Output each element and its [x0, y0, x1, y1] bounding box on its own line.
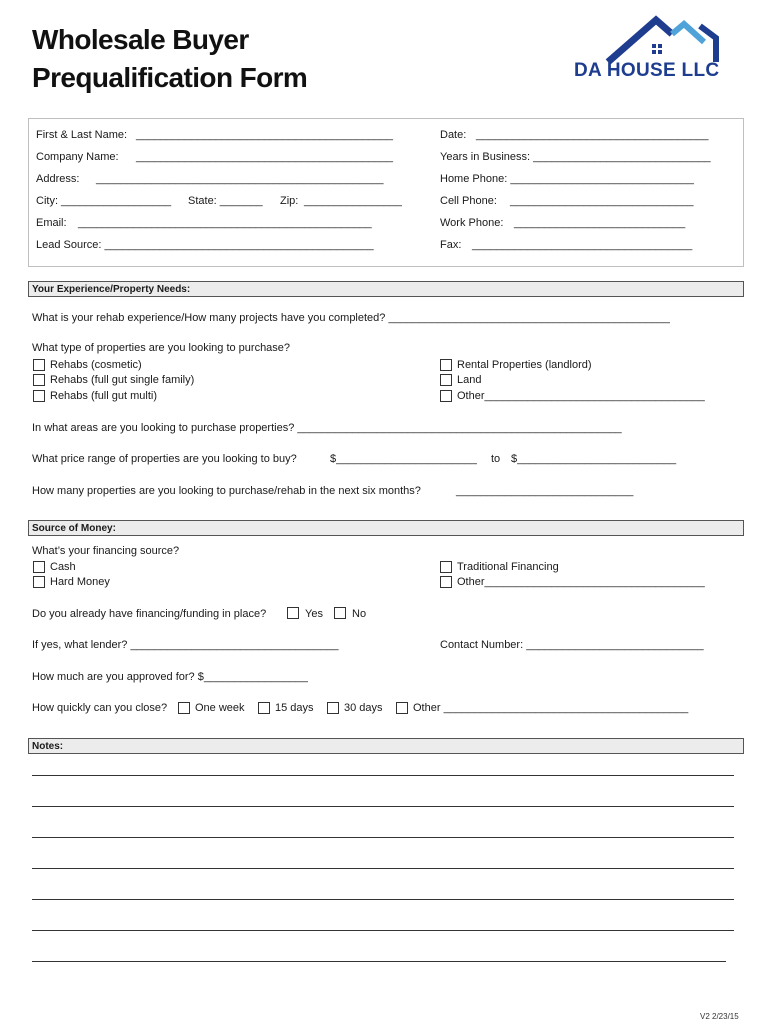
form-title-line-1: Wholesale Buyer	[32, 24, 249, 55]
financing-source-question: What’s your financing source?	[32, 545, 180, 557]
traditional-financing-label: Traditional Financing	[457, 561, 559, 573]
city-field[interactable]: City: __________________	[36, 195, 172, 207]
state-field[interactable]: State: _______	[188, 195, 263, 207]
how-many-properties-question: How many properties are you looking to purchase/rehab in the next six months?	[32, 485, 421, 497]
rehab-full-multi-label: Rehabs (full gut multi)	[50, 390, 157, 402]
cell-phone-label: Cell Phone:	[440, 195, 497, 207]
cell-phone-field[interactable]: ______________________________	[510, 195, 694, 207]
property-other-field[interactable]: Other____________________________________	[457, 390, 705, 402]
close-15-days-checkbox[interactable]	[258, 702, 270, 714]
approved-amount-field[interactable]: How much are you approved for? $_________________	[32, 671, 308, 683]
work-phone-label: Work Phone:	[440, 217, 504, 229]
close-speed-question: How quickly can you close?	[32, 702, 168, 714]
rehab-full-single-label: Rehabs (full gut single family)	[50, 374, 195, 386]
price-from-field[interactable]: $_______________________	[330, 453, 477, 465]
fax-label: Fax:	[440, 239, 462, 251]
hard-money-checkbox[interactable]	[33, 576, 45, 588]
notes-line[interactable]	[32, 899, 734, 900]
purchase-areas-question[interactable]: In what areas are you looking to purchase properties? _____________________________________________________	[32, 422, 622, 434]
form-version: V2 2/23/15	[700, 1012, 739, 1021]
home-phone-field[interactable]: Home Phone: ______________________________	[440, 173, 694, 185]
notes-line[interactable]	[32, 961, 726, 962]
notes-line[interactable]	[32, 837, 734, 838]
company-name-label: Company Name:	[36, 151, 119, 163]
rehab-cosmetic-label: Rehabs (cosmetic)	[50, 359, 142, 371]
years-in-business-field[interactable]: Years in Business: _____________________________	[440, 151, 711, 163]
zip-label: Zip:	[280, 195, 299, 207]
rehab-cosmetic-checkbox[interactable]	[33, 359, 45, 371]
rental-properties-checkbox[interactable]	[440, 359, 452, 371]
close-one-week-label: One week	[195, 702, 245, 714]
lead-source-field[interactable]: Lead Source: ____________________________________________	[36, 239, 374, 251]
company-logo-text: DA HOUSE LLC	[574, 60, 720, 81]
financing-other-checkbox[interactable]	[440, 576, 452, 588]
land-checkbox[interactable]	[440, 374, 452, 386]
fax-field[interactable]: ____________________________________	[472, 239, 693, 251]
notes-section-header: Notes:	[28, 738, 744, 754]
date-label: Date:	[440, 129, 467, 141]
zip-field[interactable]: ________________	[304, 195, 402, 207]
close-other-checkbox[interactable]	[396, 702, 408, 714]
funding-in-place-question: Do you already have financing/funding in place?	[32, 608, 267, 620]
close-30-days-label: 30 days	[344, 702, 383, 714]
lender-field[interactable]: If yes, what lender? __________________________________	[32, 639, 339, 651]
address-label: Address:	[36, 173, 80, 185]
email-field[interactable]: ________________________________________________	[78, 217, 372, 229]
financing-other-field[interactable]: Other____________________________________	[457, 576, 705, 588]
hard-money-label: Hard Money	[50, 576, 110, 588]
contact-number-field[interactable]: Contact Number: _____________________________	[440, 639, 704, 651]
how-many-properties-field[interactable]: _____________________________	[456, 485, 634, 497]
price-to-label: to	[491, 453, 501, 465]
address-field[interactable]: _______________________________________________	[96, 173, 384, 185]
property-other-checkbox[interactable]	[440, 390, 452, 402]
traditional-financing-checkbox[interactable]	[440, 561, 452, 573]
cash-checkbox[interactable]	[33, 561, 45, 573]
close-other-field[interactable]: Other ________________________________________	[413, 702, 689, 714]
land-label: Land	[457, 374, 482, 386]
close-one-week-checkbox[interactable]	[178, 702, 190, 714]
first-last-name-field[interactable]: __________________________________________	[136, 129, 393, 141]
notes-line[interactable]	[32, 868, 734, 869]
close-15-days-label: 15 days	[275, 702, 314, 714]
email-label: Email:	[36, 217, 67, 229]
work-phone-field[interactable]: ____________________________	[514, 217, 686, 229]
money-section-header: Source of Money:	[28, 520, 744, 536]
rental-properties-label: Rental Properties (landlord)	[457, 359, 592, 371]
company-name-field[interactable]: __________________________________________	[136, 151, 393, 163]
first-last-name-label: First & Last Name:	[36, 129, 128, 141]
property-type-question: What type of properties are you looking to purchase?	[32, 342, 291, 354]
funding-no-checkbox[interactable]	[334, 607, 346, 619]
form-title-line-2: Prequalification Form	[32, 62, 308, 93]
cash-label: Cash	[50, 561, 76, 573]
house-logo-icon	[600, 14, 740, 64]
rehab-full-multi-checkbox[interactable]	[33, 390, 45, 402]
experience-section-header: Your Experience/Property Needs:	[28, 281, 744, 297]
notes-line[interactable]	[32, 806, 734, 807]
price-to-field[interactable]: $__________________________	[511, 453, 677, 465]
funding-yes-label: Yes	[305, 608, 323, 620]
notes-line[interactable]	[32, 775, 734, 776]
notes-line[interactable]	[32, 930, 734, 931]
funding-yes-checkbox[interactable]	[287, 607, 299, 619]
date-field[interactable]: ______________________________________	[476, 129, 709, 141]
rehab-full-single-checkbox[interactable]	[33, 374, 45, 386]
close-30-days-checkbox[interactable]	[327, 702, 339, 714]
funding-no-label: No	[352, 608, 367, 620]
rehab-experience-question[interactable]: What is your rehab experience/How many projects have you completed? ______________________________________________	[32, 312, 670, 324]
price-range-question: What price range of properties are you looking to buy?	[32, 453, 297, 465]
